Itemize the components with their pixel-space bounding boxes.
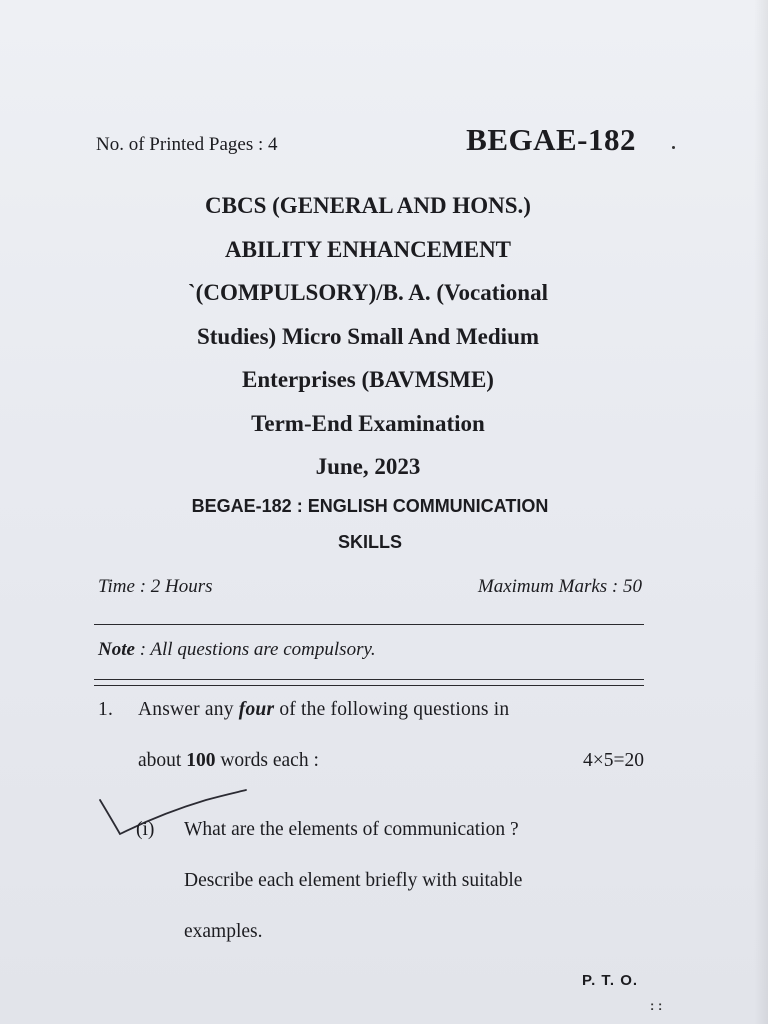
exam-session: June, 2023 xyxy=(315,454,421,479)
question-emphasis: four xyxy=(238,699,275,720)
course-title-line: BEGAE-182 : ENGLISH COMMUNICATION xyxy=(191,496,549,516)
double-divider-rule-bottom xyxy=(94,685,644,686)
paper-code: BEGAE-182 xyxy=(466,122,636,157)
word-count: 100 xyxy=(186,750,216,771)
sub-question xyxy=(136,804,651,957)
instructions-note xyxy=(98,639,376,661)
divider-rule xyxy=(94,624,644,625)
stray-ink-dot xyxy=(672,146,675,149)
sub-question-line: examples. xyxy=(184,921,263,942)
double-divider-rule-top xyxy=(94,679,644,680)
question-text-part: of the following questions in xyxy=(274,699,510,720)
question-number: 1. xyxy=(98,699,114,720)
title-line: `(COMPULSORY)/B. A. (Vocational xyxy=(188,280,548,305)
printed-pages-count: No. of Printed Pages : 4 xyxy=(96,134,278,155)
title-line: Enterprises (BAVMSME) xyxy=(242,367,494,392)
sub-question-line: What are the elements of communication ? xyxy=(184,819,519,840)
course-title xyxy=(110,488,630,560)
question-text-part: Answer any xyxy=(138,699,239,720)
title-line: CBCS (GENERAL AND HONS.) xyxy=(205,193,531,218)
note-label: Note xyxy=(98,639,135,660)
please-turn-over: P. T. O. xyxy=(582,972,639,989)
question-text-part: words each : xyxy=(215,750,319,771)
exam-duration: Time : 2 Hours xyxy=(98,576,213,597)
title-line: ABILITY ENHANCEMENT xyxy=(224,236,512,262)
title-line: Studies) Micro Small And Medium xyxy=(196,323,540,349)
exam-info-row xyxy=(98,576,642,604)
question-1-continuation xyxy=(138,750,644,778)
exam-title-block xyxy=(100,184,636,489)
note-text: : All questions are compulsory. xyxy=(134,639,376,660)
maximum-marks: Maximum Marks : 50 xyxy=(477,576,642,597)
corner-marks: : : xyxy=(650,998,663,1013)
page-edge-shadow xyxy=(754,0,768,1024)
question-text-part: about xyxy=(138,750,187,771)
paper-header xyxy=(96,122,636,166)
course-title-line: SKILLS xyxy=(337,532,402,552)
question-text xyxy=(138,699,509,721)
question-marks: 4×5=20 xyxy=(583,750,644,771)
exam-type: Term-End Examination xyxy=(251,410,485,436)
sub-question-line: Describe each element briefly with suitable xyxy=(184,870,523,891)
sub-question-number: (i) xyxy=(136,819,155,840)
